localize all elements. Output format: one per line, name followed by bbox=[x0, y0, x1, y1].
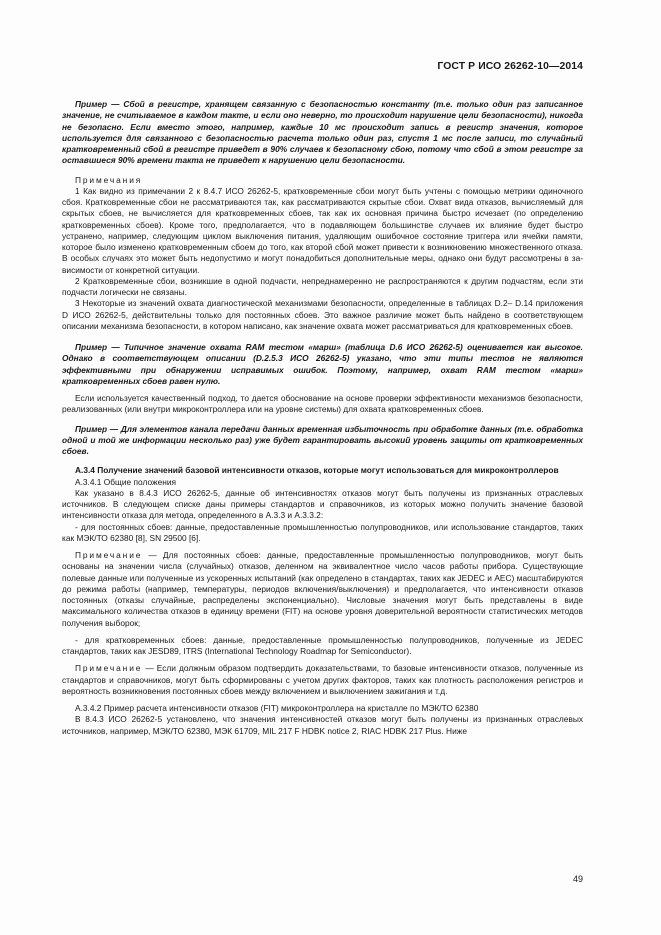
subsection-heading-a342: А.3.4.2 Пример расчета интенсивности отказов (FIT) микроконтроллера на кристалле по МЭК/ТО 62380 bbox=[75, 703, 479, 713]
note-label: Примечание bbox=[75, 550, 143, 560]
note-transient-text: — Если должным образом подтвердить доказательствами, то базовые интенсивности отказов, полученные из стандартов и справочников, могут быть сформированы с учетом других факторов, таких как плотность расположения регистров и вероятность возникновения постоянных сбоев между включением и выключением зажигания и т.д. bbox=[62, 663, 583, 696]
note-transient-faults bbox=[62, 663, 583, 697]
example-data-channel: Пример — Для элементов канала передачи данных временная избыточность при обработке данных (т.е. обработка одной и той же информации несколько раз) уже будет гарантировать высокий уровень защиты от кратковременных сбоев. bbox=[62, 423, 583, 456]
note-permanent-faults bbox=[62, 550, 583, 629]
section-heading-a34: А.3.4 Получение значений базовой интенсивности отказов, которые могут использоваться для микроконтроллеров bbox=[75, 465, 559, 476]
note-permanent-text: — Для постоянных сбоев: данные, предоставленные промышленностью полупроводников, могут быть основаны на значении числа (случайных) отказов, деленном на эквивалентное число часов работы прибора. Существующие полевые данные или полученные из ускоренных испытаний (как определено в стандартах, таких как JEDEC и AEC) масштабируются до режима работы (например, температуры, периодов включения/выключения) и предполагается, что интенсивности отказов постоянных (отказы случайные, распределены экспоненциально). Числовые значения могут быть представлены в виде максимального количества отказов в единицу времени (FIT) на основе уровня доверительной вероятности статистических методов получения выборок; bbox=[62, 550, 583, 628]
note-3: 3 Некоторые из значений охвата диагностической механизмами безопасности, определенные в таблицах D.2– D.14 приложения D ИСО 26262-5, действительны только для постоянных сбоев. Это важное различие может быть найдено в соответствующем описании механизма безопасности, в котором написано, как значение охвата может рассматриваться для кратковременных сбоев. bbox=[62, 298, 583, 331]
note-2: 2 Кратковременные сбои, возникшие в одной подчасти, непреднамеренно не распространяются к другим подчастям, если эти подчасти логически не связаны. bbox=[62, 275, 583, 297]
notes-heading: Примечания bbox=[75, 174, 143, 185]
example-register-fault: Пример — Сбой в регистре, хранящем связанную с безопасностью константу (т.е. только один раз записанное значение, не считываемое в каждом такте, и если оно неверно, то происходит нарушение цели безопасности), никогда не безопасно. Если вместо этого, например, каждые 10 мс происходит запись в регистр значения, которое используется для связанного с безопасностью расчета только один раз, спустя 1 мс после записи, то случайный кратковременный сбой в регистре приведет в 90% случаев к безопасному сбою, потому что сбой в этом регистре за оставшиеся 90% времени такта не приведет к нарушению цели безопасности. bbox=[62, 99, 583, 166]
example-ram-march-test: Пример — Типичное значение охвата RAM тестом «марш» (таблица D.6 ИСО 26262-5) оценивается как высокое. Однако в соответствующем описании (D.2.5.3 ИСО 26262-5) указано, что эти типы тестов не являются эффективными при обнаружении исправимых ошибок. Поэтому, например, охват RAM тестом «марш» кратковременных сбоев равен нулю. bbox=[62, 342, 583, 386]
standard-header: ГОСТ Р ИСО 26262-10—2014 bbox=[437, 61, 583, 72]
page-body bbox=[62, 99, 583, 737]
subsection-heading-a341: А.3.4.1 Общие положения bbox=[75, 476, 177, 487]
list-item-permanent-faults: - для постоянных сбоев: данные, предоставленные промышленностью полупроводников, или использование стандартов, таких как МЭК/ТО 62380 [8], SN 29500 [6]. bbox=[62, 521, 583, 543]
note-label: Примечание bbox=[75, 663, 143, 674]
page-number: 49 bbox=[572, 874, 583, 884]
paragraph-failure-rate-sources: Как указано в 8.4.3 ИСО 26262-5, данные об интенсивностях отказов могут быть получены из признанных отраслевых источников. В следующем списке даны примеры стандартов и справочников, из которых можно получить значение базовой интенсивности отказа для метода, определенного в А.3.3 и А.3.3.2: bbox=[62, 487, 583, 521]
note-1: 1 Как видно из примечании 2 к 8.4.7 ИСО 26262-5, кратковременные сбои могут быть учтены с помощью метрики одиночного сбоя. Кратковременные сбои не рассматриваются так, как рассматриваются скрытые сбои. Охват вида отказов, вычисляемый для скрытых сбоев, не вычисляется для кратковременных сбоев, так как их основная причина быстро исчезает (по определению кратковременных сбоев). Кроме того, предполагается, что в подавляющем большинстве случаев их влияние будет быстро устранено, например, следующим циклом выключения питания, удаляющим ошибочное состояние триггера или ячейки памяти, которое было изменено кратковременным сбоем до того, как второй сбой может привести к возникновению множественного отказа. В особых случаях это может быть недопустимо и могут понадобиться дополнительные меры, однако они будут рассмотрены в зависимости от конкретной ситуации. bbox=[62, 185, 583, 275]
paragraph-fit-sources: В 8.4.3 ИСО 26262-5 установлено, что значения интенсивностей отказов могут быть получены из признанных отраслевых источников, например, МЭК/ТО 62380, МЭК 61709, MIL 217 F HDBK notice 2, RIAC HDBK 217 Plus. Ниже bbox=[62, 714, 583, 736]
paragraph-qualitative-approach: Если используется качественный подход, то дается обоснование на основе проверки эффективности механизмов безопасности, реализованных (или внутри микроконтроллера или на уровне системы) для охвата кратковременных сбоев. bbox=[62, 393, 583, 415]
list-item-transient-faults: - для кратковременных сбоев: данные, предоставленные промышленностью полупроводников, полученные из JEDEC стандартов, таких как JESD89, ITRS (International Technology Roadmap for Semiconductor). bbox=[62, 634, 583, 656]
